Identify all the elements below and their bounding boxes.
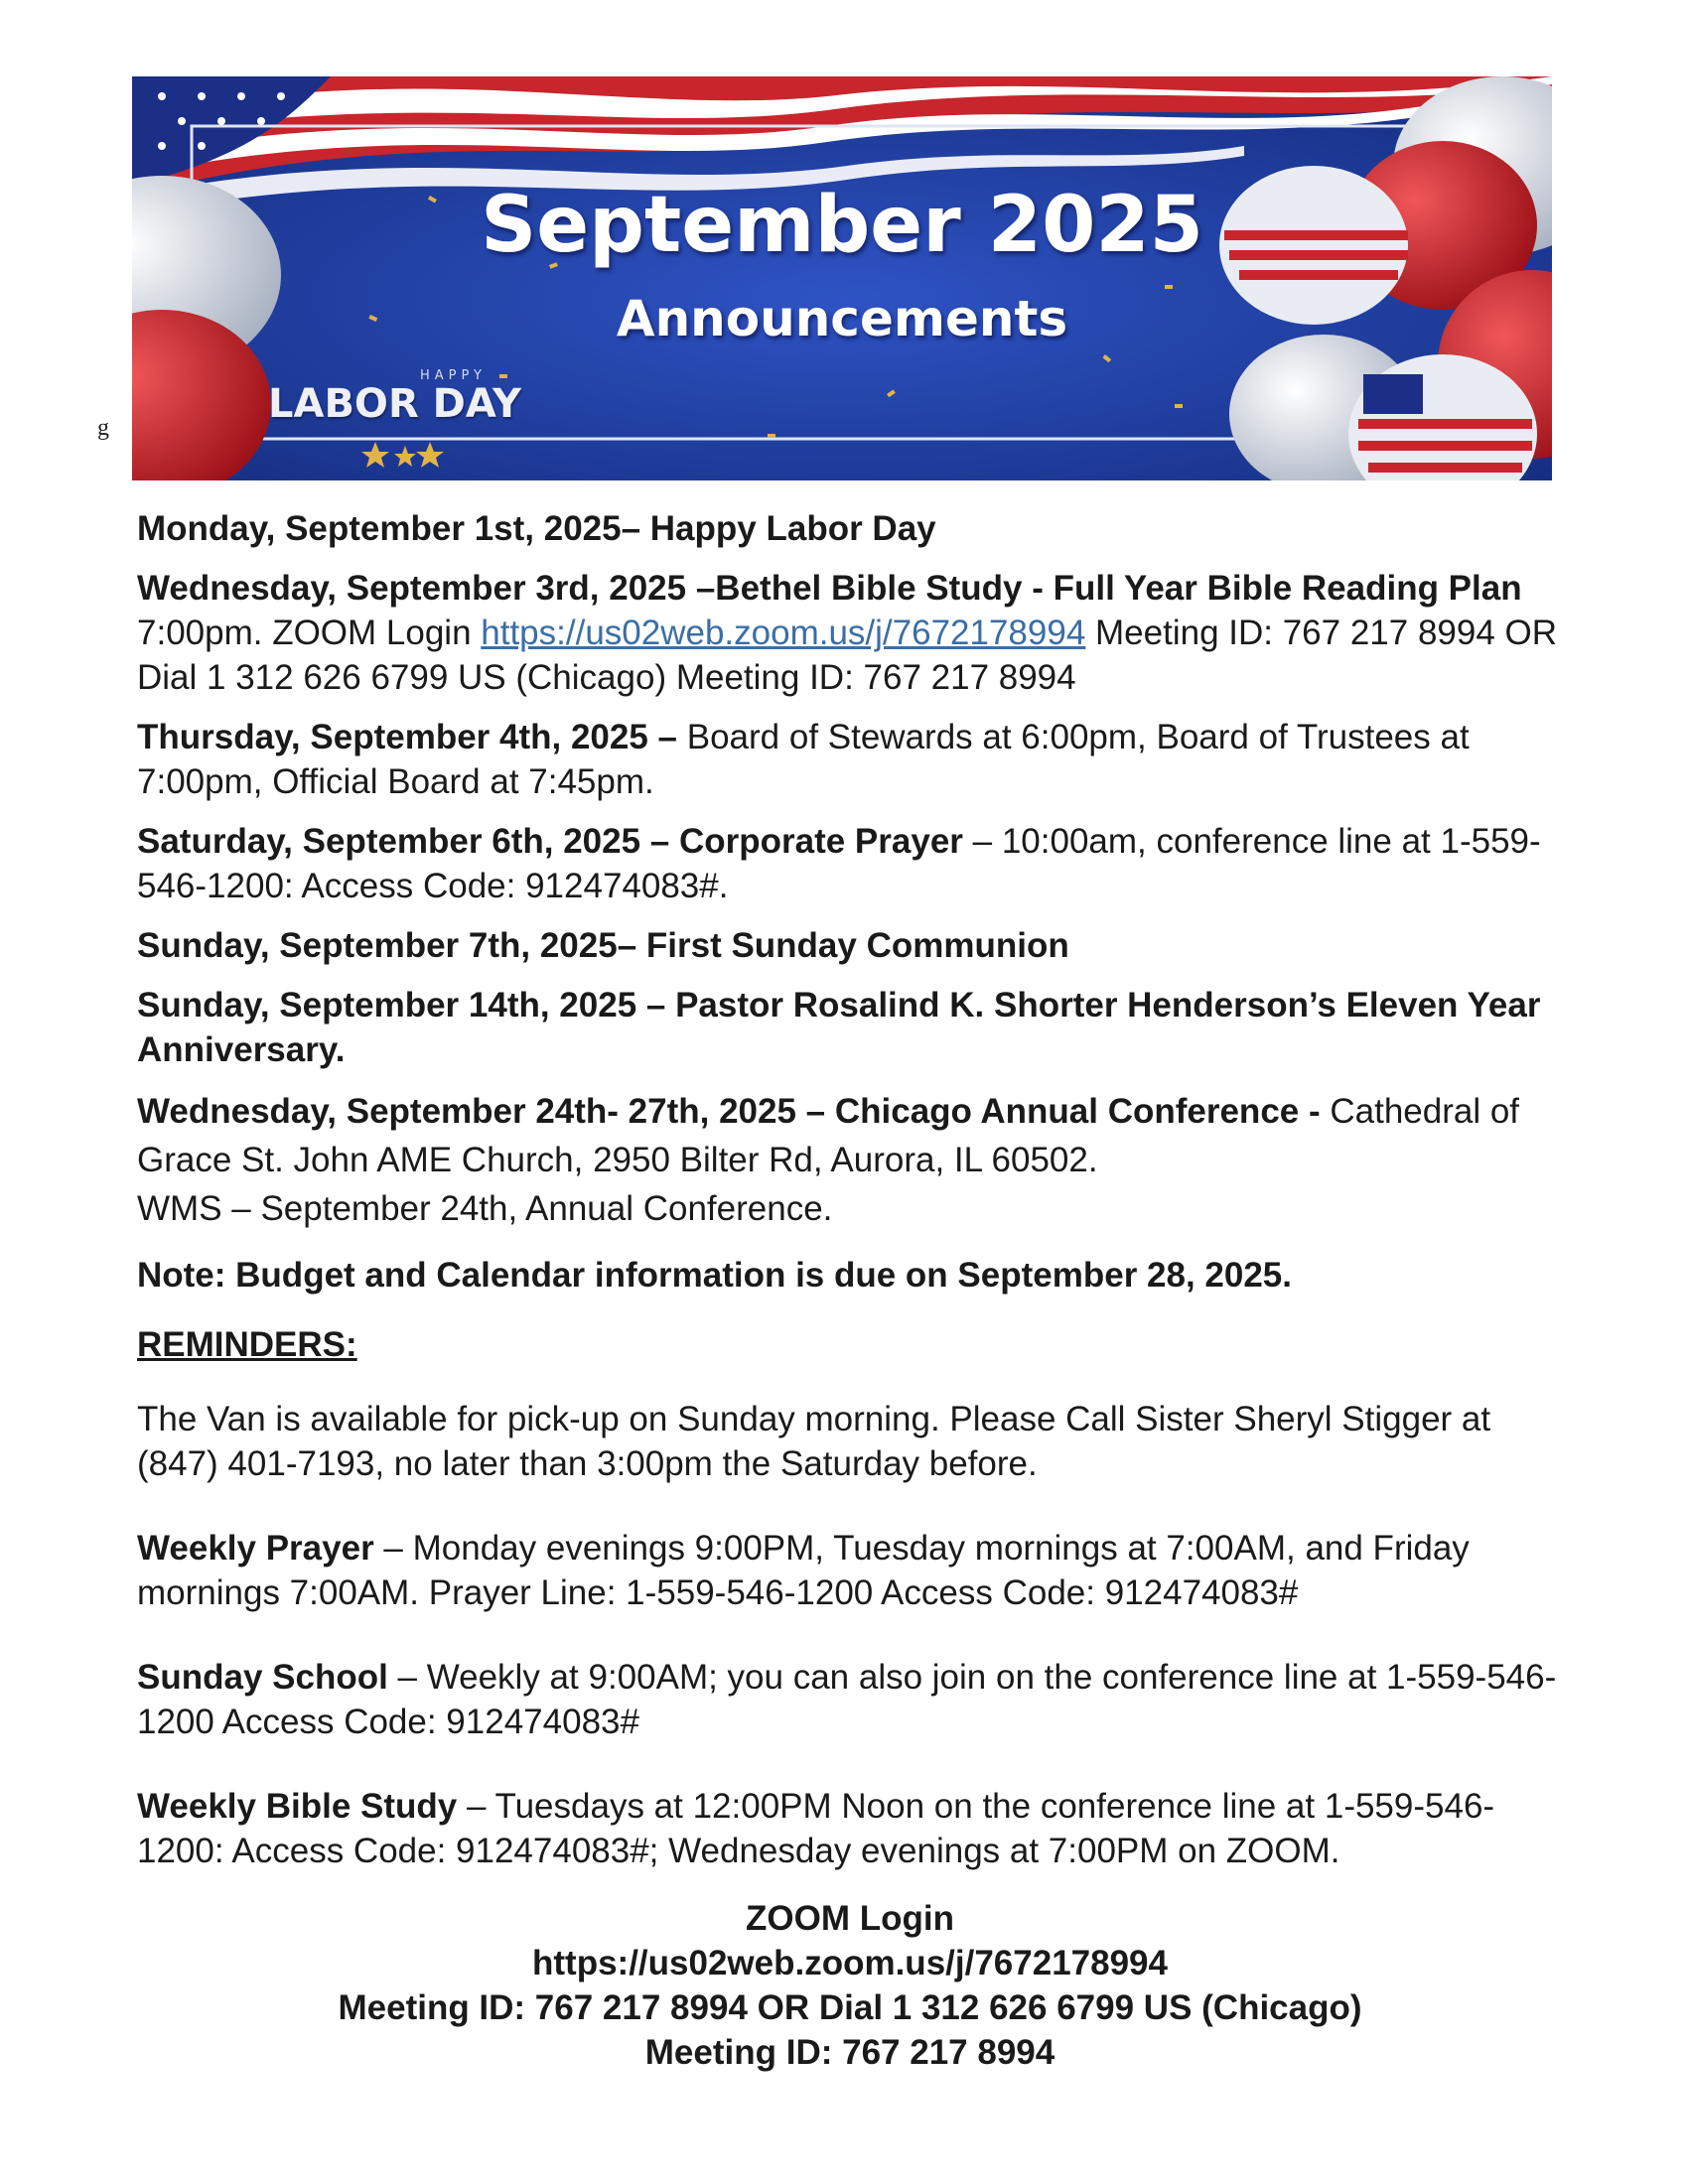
reminders-heading: REMINDERS: [137, 1325, 357, 1364]
header-banner [132, 76, 1552, 480]
announcement-item [137, 566, 1567, 700]
announcement-item [137, 715, 1567, 804]
announcement-list [137, 506, 1567, 1888]
announcement-date: Saturday, September 6th, 2025 – Corporate Prayer [137, 822, 963, 861]
announcement-item [137, 983, 1567, 1072]
announcement-date: Wednesday, September 3rd, 2025 –Bethel Bible Study - Full Year Bible Reading Plan [137, 569, 1522, 608]
reminder-title: Weekly Bible Study [137, 1787, 458, 1826]
balloon-flag-canton [1363, 374, 1423, 414]
zoom-heading: ZOOM Login [746, 1899, 954, 1938]
zoom-meeting-line: Meeting ID: 767 217 8994 OR Dial 1 312 626 6799 US (Chicago) [338, 1988, 1362, 2027]
zoom-info-block [0, 1896, 1688, 2075]
announcement-text: Cathedral of Grace St. John AME Church, 2950 Bilter Rd, Aurora, IL 60502. [137, 1092, 1520, 1179]
announcement-text: – 10:00am, conference line at 1-559-546-1200: Access Code: 912474083#. [137, 822, 1541, 905]
reminder-text: The Van is available for pick-up on Sunday morning. Please Call Sister Sheryl Stigger at (847) 401-7193, no later than 3:00pm the Saturday before. [137, 1400, 1491, 1483]
announcement-text: Meeting ID: 767 217 8994 OR Dial 1 312 626 6799 US (Chicago) Meeting ID: 767 217 8994 [137, 614, 1558, 697]
reminder-title: Sunday School [137, 1658, 388, 1697]
announcement-text: 7:00pm. ZOOM Login [137, 614, 482, 652]
announcement-text: WMS – September 24th, Annual Conference. [137, 1189, 833, 1228]
announcement-text: Board of Stewards at 6:00pm, Board of Trustees at 7:00pm, Official Board at 7:45pm. [137, 718, 1470, 801]
announcement-item [137, 1087, 1567, 1233]
announcement-date: Sunday, September 7th, 2025– First Sunday Communion [137, 926, 1069, 965]
announcement-item [137, 819, 1567, 908]
announcement-item [137, 923, 1567, 968]
zoom-url[interactable]: https://us02web.zoom.us/j/7672178994 [532, 1944, 1168, 1982]
reminder-text: – Weekly at 9:00AM; you can also join on the conference line at 1-559-546-1200 Access Code: 912474083# [137, 1658, 1557, 1741]
announcement-date: Thursday, September 4th, 2025 – [137, 718, 678, 756]
reminder-text: – Tuesdays at 12:00PM Noon on the conference line at 1-559-546-1200: Access Code: 912474083#; Wednesday evenings at 7:00PM on ZOOM. [137, 1787, 1495, 1870]
reminder-item [137, 1655, 1567, 1744]
announcement-item [137, 1253, 1567, 1297]
banner-labor-day-text: LABOR DAY [268, 381, 521, 427]
announcement-date: Monday, September 1st, 2025– Happy Labor Day [137, 509, 936, 548]
reminder-item [137, 1397, 1567, 1486]
budget-note: Note: Budget and Calendar information is due on September 28, 2025. [137, 1256, 1292, 1295]
reminder-item [137, 1784, 1567, 1873]
reminder-text: – Monday evenings 9:00PM, Tuesday mornings at 7:00AM, and Friday mornings 7:00AM. Prayer Line: 1-559-546-1200 Access Code: 912474083# [137, 1529, 1470, 1612]
reminder-title: Weekly Prayer [137, 1529, 374, 1568]
banner-title: September 2025 [481, 181, 1203, 270]
reminder-item [137, 1526, 1567, 1615]
announcement-date: Wednesday, September 24th- 27th, 2025 – Chicago Annual Conference - [137, 1092, 1321, 1131]
banner-happy-text: HAPPY [420, 368, 488, 383]
stray-character: g [97, 415, 109, 441]
banner-subtitle: Announcements [616, 290, 1068, 347]
announcement-item [137, 506, 1567, 551]
zoom-link[interactable]: https://us02web.zoom.us/j/7672178994 [481, 614, 1086, 652]
zoom-meeting-id: Meeting ID: 767 217 8994 [644, 2033, 1055, 2072]
announcement-date: Sunday, September 14th, 2025 – Pastor Rosalind K. Shorter Henderson’s Eleven Year Anniversary. [137, 986, 1541, 1069]
